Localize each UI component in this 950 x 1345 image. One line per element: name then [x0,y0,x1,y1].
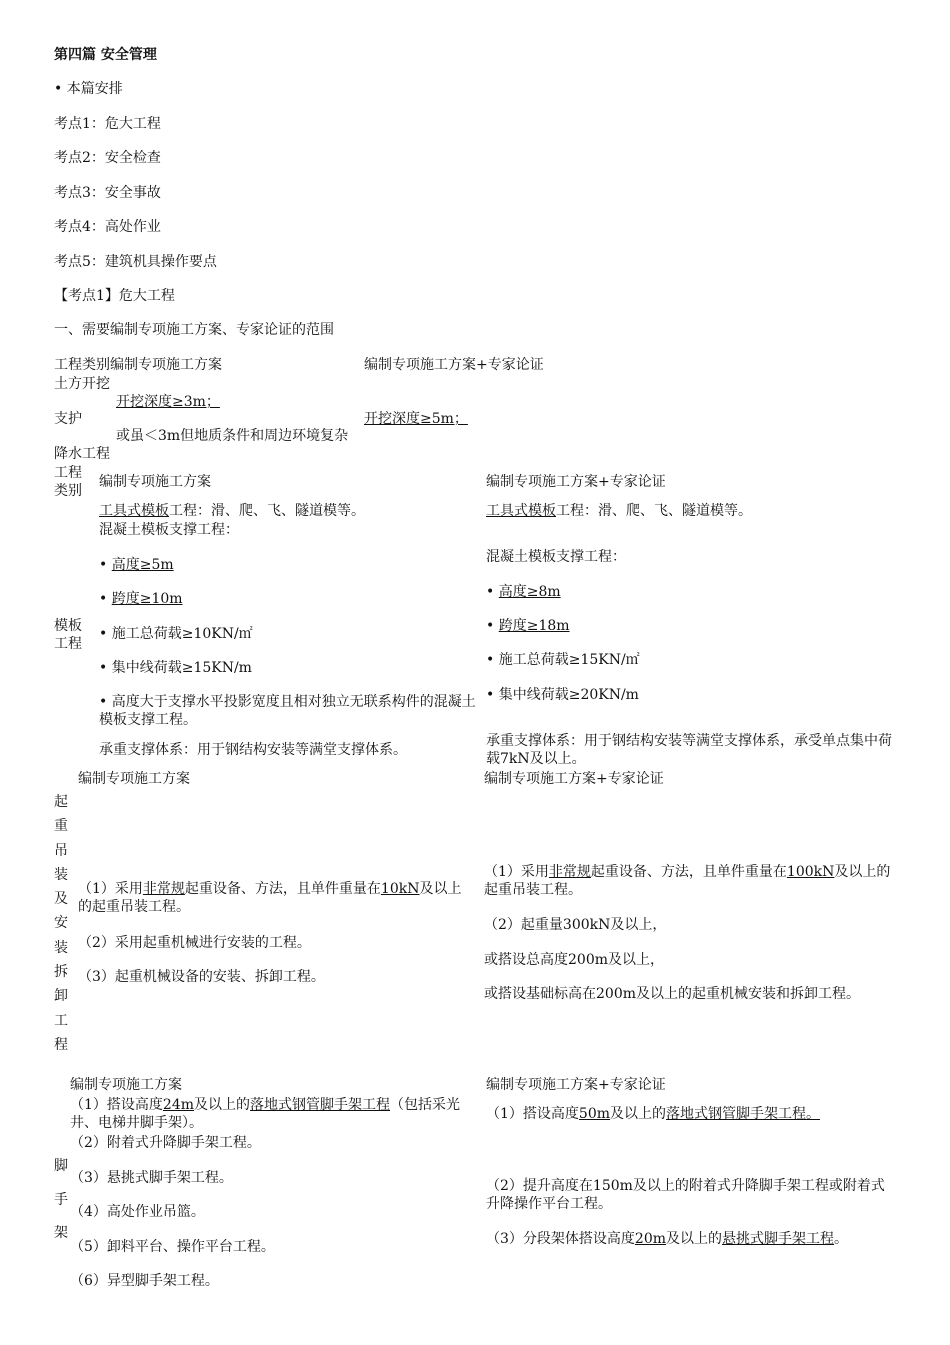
lifting-left-2: （2）采用起重机械进行安装的工程。 [78,935,311,951]
formwork-right-header: 编制专项施工方案+专家论证 [486,474,666,490]
point-5: 考点5：建筑机具操作要点 [54,254,217,270]
point-1: 考点1：危大工程 [54,116,161,132]
scaffold-right-2: （2）提升高度在150m及以上的附着式升降脚手架工程或附着式升降操作平台工程。 [486,1178,885,1212]
row-dewatering: 降水工程 [54,446,110,462]
lifting-right-1: （1）采用非常规起重设备、方法，且单件重量在100kN及以上的起重吊装工程。 [484,864,891,898]
scaffold-left-3: （3）悬挑式脚手架工程。 [70,1170,233,1186]
depth-left: 开挖深度≥3m； [116,394,220,410]
point-4: 考点4：高处作业 [54,219,161,235]
depth-right: 开挖深度≥5m； [364,411,468,427]
lifting-right-header: 编制专项施工方案+专家论证 [484,771,664,787]
point-3: 考点3：安全事故 [54,185,161,201]
scaffold-left-header: 编制专项施工方案 [70,1077,182,1093]
scope-heading: 一、需要编制专项施工方案、专家论证的范围 [54,322,334,338]
formwork-right-tool: 工具式模板工程：滑、爬、飞、隧道模等。 [486,503,752,519]
formwork-category-label: 工程类别 [54,465,82,499]
table1-header-right: 编制专项施工方案+专家论证 [364,357,544,373]
depth-or: 或虽＜3m但地质条件和周边环境复杂 [116,428,349,444]
scaffold-right-1: （1）搭设高度50m及以上的落地式钢管脚手架工程。 [486,1106,821,1122]
formwork-right-bearing: 承重支撑体系：用于钢结构安装等满堂支撑体系，承受单点集中荷载7kN及以上。 [486,733,892,767]
row-support: 支护 [54,411,82,427]
scaffold-left-1: （1）搭设高度24m及以上的落地式钢管脚手架工程（包括采光井、电梯井脚手架）。 [70,1097,461,1131]
scaffold-left-5: （5）卸料平台、操作平台工程。 [70,1239,275,1255]
formwork-left-line: • 集中线荷载≥15KN/m [99,660,252,676]
arrangement-heading: • 本篇安排 [54,81,123,97]
formwork-left-high: • 高度大于支撑水平投影宽度且相对独立无联系构件的混凝土模板支撑工程。 [99,694,476,728]
section1-heading: 【考点1】危大工程 [54,288,175,304]
table1-header-left: 工程类别编制专项施工方案 [54,357,222,373]
lifting-row-label: 起重吊装及安装拆卸工程 [54,794,68,1053]
formwork-left-header: 编制专项施工方案 [99,474,211,490]
scaffold-left-2: （2）附着式升降脚手架工程。 [70,1135,261,1151]
formwork-right-line: • 集中线荷载≥20KN/m [486,687,639,703]
lifting-right-4: 或搭设基础标高在200m及以上的起重机械安装和拆卸工程。 [484,986,860,1002]
lifting-left-3: （3）起重机械设备的安装、拆卸工程。 [78,969,325,985]
page-title: 第四篇 安全管理 [54,47,157,63]
lifting-right-2: （2）起重量300kN及以上， [484,917,667,933]
scaffold-right-header: 编制专项施工方案+专家论证 [486,1077,666,1093]
lifting-left-header: 编制专项施工方案 [78,771,190,787]
lifting-right-3: 或搭设总高度200m及以上， [484,952,664,968]
formwork-right-height: • 高度≥8m [486,584,561,600]
lifting-left-1: （1）采用非常规起重设备、方法，且单件重量在10kN及以上的起重吊装工程。 [78,881,462,915]
scaffold-left-4: （4）高处作业吊篮。 [70,1204,205,1220]
point-2: 考点2：安全检查 [54,150,161,166]
formwork-row-label: 模板工程 [54,618,82,652]
scaffold-left-6: （6）异型脚手架工程。 [70,1273,219,1289]
formwork-right-span: • 跨度≥18m [486,618,570,634]
formwork-left-span: • 跨度≥10m [99,591,183,607]
formwork-left-height: • 高度≥5m [99,557,174,573]
formwork-right-concrete: 混凝土模板支撑工程： [486,549,626,565]
row-earthwork: 土方开挖 [54,376,110,392]
scaffold-right-3: （3）分段架体搭设高度20m及以上的悬挑式脚手架工程。 [486,1231,849,1247]
formwork-left-bearing: 承重支撑体系：用于钢结构安装等满堂支撑体系。 [99,742,407,758]
formwork-right-load: • 施工总荷载≥15KN/㎡ [486,652,640,668]
scaffold-row-label: 脚手架 [54,1158,68,1241]
formwork-left-load: • 施工总荷载≥10KN/㎡ [99,626,253,642]
formwork-left-concrete: 混凝土模板支撑工程： [99,522,239,538]
formwork-left-tool: 工具式模板工程：滑、爬、飞、隧道模等。 [99,503,365,519]
